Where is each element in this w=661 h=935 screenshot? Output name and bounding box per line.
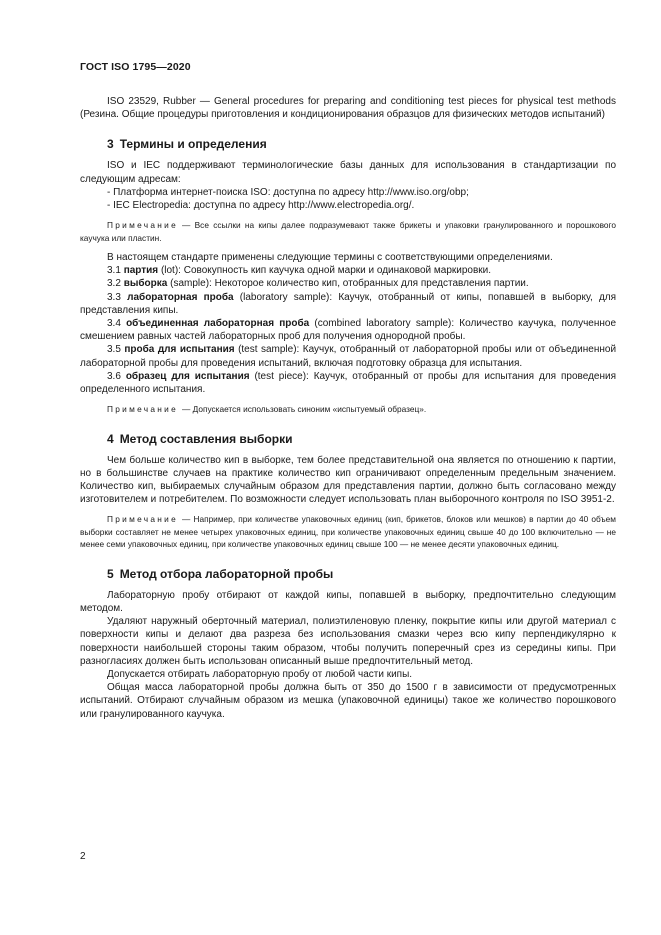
term-name: объединенная лабораторная проба [126, 318, 310, 330]
section-3-title: Термины и определения [119, 137, 267, 152]
section-4-heading [80, 432, 616, 447]
section-5-paragraph: Общая масса лабораторной пробы должна быть от 350 до 1500 г в зависимости от предусмотренных испытаний. Отбирают случайным образом из мешка (упаковочной единицы) такое же количество порошкового или гранулированного каучука. [80, 682, 616, 720]
section-5-paragraph: Лабораторную пробу отбирают от каждой кипы, попавшей в выборку, предпочтительно следующим методом. [80, 589, 616, 614]
note-label: Примечание [107, 514, 179, 525]
term-definition: (laboratory sample): Каучук, отобранный от кипы, попавшей в выборку, для представления кипы. [80, 291, 617, 316]
section-5-paragraph: Допускается отбирать лабораторную пробу от любой части кипы. [107, 668, 413, 680]
term-number: 3.5 [107, 344, 121, 356]
term-definition: (combined laboratory sample): Количество каучука, полученное смешением равных частей лабораторных проб для получения однородной пробы. [80, 318, 617, 343]
list-item: - Платформа интернет-поиска ISO: доступна по адресу http://www.iso.org/obp; [107, 186, 469, 198]
page-content [80, 95, 616, 721]
term-name: образец для испытания [125, 370, 250, 382]
section-5-number: 5 [107, 566, 114, 581]
section-5-paragraph: Удаляют наружный оберточный материал, полиэтиленовую пленку, покрытие кипы или другой материал с поверхности кипы и делают два разреза без использования смазки через всю кипу перпендикулярно к поверхности наибольшей стороны таким образом, чтобы получить поперечный срез из середины кипы. При разногласиях должен быть использован описанный выше предпочтительный метод. [80, 616, 616, 667]
terms-intro: В настоящем стандарте применены следующие термины с соответствующими определениями. [107, 252, 553, 264]
note-text: — Допускается использовать синоним «испытуемый образец». [182, 404, 427, 415]
term-name: партия [123, 265, 159, 277]
term-name: выборка [123, 278, 168, 290]
term-number: 3.3 [107, 291, 121, 303]
term-definition: (test sample): Каучук, отобранный от лабораторной пробы или от объединенной лабораторной пробы для проведения испытаний, включая подготовку образца для испытания. [80, 344, 617, 369]
note-text: — Например, при количестве упаковочных единиц (кип, брикетов, блоков или мешков) в партии до 40 объем выборки составляет не менее четырех упаковочных единиц, при количестве упаковочных единиц свыше 40 до 100 включительно — не менее семи упаковочных единиц, при количестве упаковочных единиц свыше 100 — не менее десяти упаковочных единиц. [80, 514, 616, 550]
note-2 [80, 403, 616, 415]
term-number: 3.4 [107, 318, 121, 330]
term-3-1 [80, 264, 616, 277]
term-definition: (sample): Некоторое количество кип, отобранных для представления партии. [170, 278, 529, 290]
term-number: 3.2 [107, 278, 121, 290]
note-1 [80, 219, 616, 244]
section-3-heading [80, 137, 616, 152]
term-3-4 [80, 317, 616, 343]
note-3 [80, 513, 616, 550]
term-3-2 [80, 277, 616, 290]
note-label: Примечание [107, 220, 179, 231]
term-number: 3.1 [107, 265, 121, 277]
term-definition: (test piece): Каучук, отобранный от пробы для испытания для проведения определенного испытания. [80, 370, 616, 396]
section-5-heading [80, 567, 616, 582]
page-number: 2 [80, 851, 86, 862]
normative-reference: ISO 23529, Rubber — General procedures for preparing and conditioning test pieces for physical test methods (Резина. Общие процедуры приготовления и кондиционирования образцов для физических методов испытаний) [80, 96, 616, 121]
term-name: лабораторная проба [127, 291, 234, 303]
section-4-paragraph: Чем больше количество кип в выборке, тем более представительной она является по отношению к партии, но в большинстве случаев на практике количество кип ограничивают определенным предельным значением. Количество кип, выбираемых случайным образом для представления партии, должно быть согласовано между изготовителем и потребителем. По возможности следует использовать план выборочного контроля по ISO 3951-2. [80, 454, 616, 506]
section-4-number: 4 [107, 431, 114, 446]
term-3-3 [80, 291, 616, 317]
term-definition: (lot): Совокупность кип каучука одной марки и одинаковой маркировки. [160, 265, 492, 277]
section-3-number: 3 [107, 137, 114, 152]
section-5-title: Метод отбора лабораторной пробы [119, 566, 334, 581]
section-3-intro: ISO и IEC поддерживают терминологические базы данных для использования в стандартизации по следующим адресам: [80, 160, 616, 185]
term-3-5 [80, 343, 616, 369]
list-item: - IEC Electropedia: доступна по адресу http://www.electropedia.org/. [107, 200, 415, 212]
section-4-title: Метод составления выборки [119, 431, 293, 446]
note-text: — Все ссылки на кипы далее подразумевают также брикеты и упаковки гранулированного и порошкового каучука или пластин. [80, 220, 616, 243]
note-label: Примечание [107, 404, 179, 415]
term-3-6 [80, 370, 616, 396]
term-name: проба для испытания [124, 344, 235, 356]
term-number: 3.6 [107, 370, 121, 382]
document-code-header: ГОСТ ISO 1795—2020 [80, 61, 191, 73]
